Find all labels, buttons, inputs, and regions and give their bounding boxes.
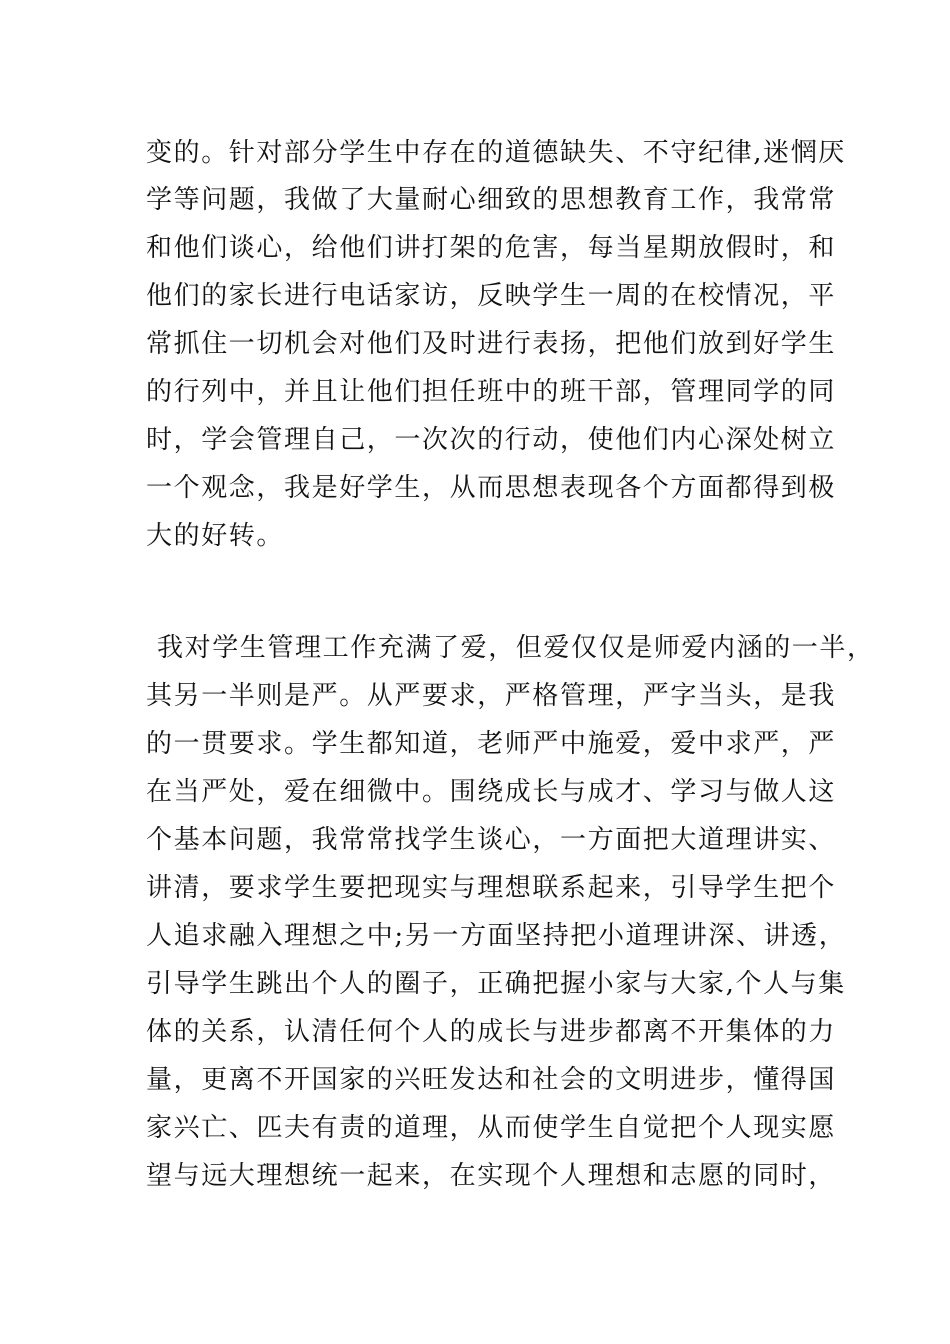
text-line: 量，更离不开国家的兴旺发达和社会的文明进步，懂得国 bbox=[146, 1065, 837, 1095]
text-line: 大的好转。 bbox=[146, 521, 285, 551]
text-line: 个基本问题，我常常找学生谈心，一方面把大道理讲实、 bbox=[146, 825, 837, 855]
text-line: 学等问题，我做了大量耐心细致的思想教育工作，我常常 bbox=[146, 185, 837, 215]
text-line: 家兴亡、匹夫有责的道理，从而使学生自觉把个人现实愿 bbox=[146, 1113, 837, 1143]
text-line: 其另一半则是严。从严要求，严格管理，严字当头，是我 bbox=[146, 681, 837, 711]
text-line: 在当严处，爱在细微中。围绕成长与成才、学习与做人这 bbox=[146, 777, 837, 807]
text-line: 常抓住一切机会对他们及时进行表扬，把他们放到好学生 bbox=[146, 329, 837, 359]
text-line: 人追求融入理想之中;另一方面坚持把小道理讲深、讲透， bbox=[146, 921, 847, 951]
text-line: 时，学会管理自己，一次次的行动，使他们内心深处树立 bbox=[146, 425, 837, 455]
text-line: 我对学生管理工作充满了爱，但爱仅仅是师爱内涵的一半， bbox=[157, 633, 875, 663]
text-line: 和他们谈心，给他们讲打架的危害，每当星期放假时，和 bbox=[146, 233, 837, 263]
text-line: 体的关系，认清任何个人的成长与进步都离不开集体的力 bbox=[146, 1017, 837, 1047]
text-line: 一个观念，我是好学生，从而思想表现各个方面都得到极 bbox=[146, 473, 837, 503]
text-line: 变的。针对部分学生中存在的道德缺失、不守纪律,迷惘厌 bbox=[146, 138, 846, 168]
text-line: 讲清，要求学生要把现实与理想联系起来，引导学生把个 bbox=[146, 873, 837, 903]
text-line: 引导学生跳出个人的圈子，正确把握小家与大家,个人与集 bbox=[146, 969, 846, 999]
text-line: 望与远大理想统一起来，在实现个人理想和志愿的同时， bbox=[146, 1161, 837, 1191]
text-line: 的一贯要求。学生都知道，老师严中施爱，爱中求严，严 bbox=[146, 729, 837, 759]
text-line: 的行列中，并且让他们担任班中的班干部，管理同学的同 bbox=[146, 377, 837, 407]
text-line: 他们的家长进行电话家访，反映学生一周的在校情况，平 bbox=[146, 281, 837, 311]
